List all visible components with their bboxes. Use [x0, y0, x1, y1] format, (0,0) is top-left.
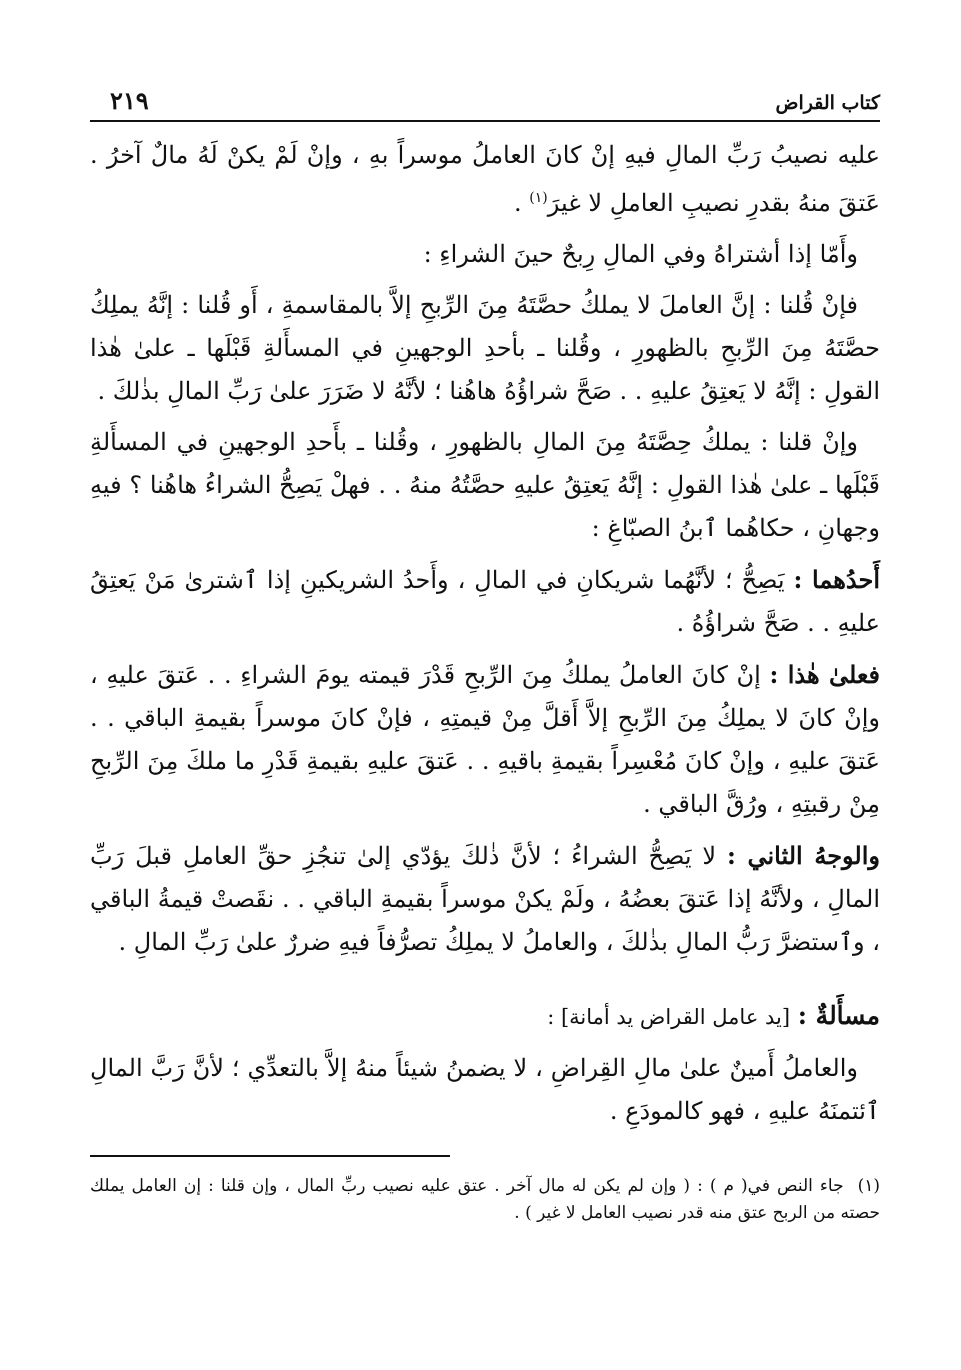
footnote-reference: (١)	[529, 190, 548, 206]
running-title: كتاب القراض	[775, 92, 880, 114]
footnote-mark: (١)	[857, 1176, 880, 1196]
paragraph-7	[90, 834, 880, 964]
page-number: ٢١٩	[110, 86, 149, 115]
masala-note: [يد عامل القراض يد أمانة] :	[547, 1005, 791, 1029]
paragraph-text: يَصِحُّ ؛ لأنَّهُما شريكانِ في المالِ ، وأَحدُ الشريكينِ إذا ٱشترىٰ مَنْ يَعتِقُ عليهِ . . صَحَّ شراؤُهُ .	[90, 566, 880, 637]
paragraph-6	[90, 653, 880, 826]
paragraph-2	[90, 233, 880, 276]
paragraph-text: وإنْ قلنا : يملكُ حِصَّتَهُ مِنَ المالِ بالظهورِ ، وقُلنا ـ بأَحدِ الوجهينِ في المسأَلةِ قَبْلَها ـ علىٰ هٰذا القولِ : إنَّهُ يَعتِقُ عليهِ حصَّتُهُ منهُ . . فهلْ يَصِحُّ الشراءُ هاهُنا ؟ فيهِ وجهانِ ، حكاهُما ٱبنُ الصبّاغِ :	[90, 428, 880, 542]
paragraph-lead: أَحدُهما :	[793, 565, 880, 594]
paragraph-lead: فعلىٰ هٰذا :	[769, 660, 880, 689]
masala-paragraph	[90, 1047, 880, 1133]
footnote-text: جاء النص في( م ) : ( وإن لم يكن له مال آخر . عتق عليه نصيب ربِّ المال ، وإن قلنا : إن العامل يملك حصته من الربح عتق منه قدر نصيب العامل لا غير ) .	[90, 1176, 880, 1223]
paragraph-text: لا يَصِحُّ الشراءُ ؛ لأنَّ ذٰلكَ يؤدّي إلىٰ تنجُزِ حقِّ العاملِ قبلَ رَبِّ المالِ ، ولأنَّهُ إذا عَتقَ بعضُهُ ، ولَمْ يكنْ موسراً بقيمةِ الباقي . . نقَصتْ قيمةُ الباقي ، وٱستضرَّ رَبُّ المالِ بذٰلكَ ، والعاملُ لا يملِكُ تصرُّفاً فيهِ ضررٌ علىٰ رَبِّ المالِ .	[90, 842, 880, 956]
paragraph-text: إنْ كانَ العاملُ يملكُ مِنَ الرِّبحِ قَدْرَ قيمته يومَ الشراءِ . . عَتقَ عليهِ ، وإنْ كانَ لا يملِكُ مِنَ الرِّبحِ إلاَّ أَقلَّ مِنْ قيمتِهِ ، فإنْ كانَ موسراً بقيمةِ الباقي . . عَتقَ عليهِ ، وإنْ كانَ مُعْسِراً بقيمةِ باقيهِ . . عَتقَ عليهِ بقيمةِ قَدْرِ ما ملكَ مِنَ الرِّبحِ مِنْ رقبتِهِ ، ورُقَّ الباقي .	[90, 661, 881, 818]
paragraph-text: عليه نصيبُ رَبِّ المالِ فيهِ إنْ كانَ العاملُ موسراً بهِ ، وإنْ لَمْ يكنْ لَهُ مالٌ آخرُ . عَتقَ منهُ بقدرِ نصيبِ العاملِ لا غيرَ	[90, 141, 880, 217]
paragraph-lead: والوجهُ الثاني :	[727, 841, 880, 870]
paragraph-3	[90, 284, 880, 413]
footnote-divider	[90, 1155, 450, 1157]
running-header	[90, 84, 880, 122]
paragraph-4	[90, 421, 880, 550]
paragraph-tail: .	[514, 189, 530, 217]
masala-label: مسأَلةٌ :	[797, 1001, 880, 1030]
paragraph-1	[90, 134, 880, 225]
masala-heading	[90, 994, 880, 1039]
paragraph-text: فإنْ قُلنا : إنَّ العاملَ لا يملكُ حصَّتَهُ مِنَ الرِّبحِ إلاَّ بالمقاسمةِ ، أَو قُلنا : إنَّهُ يملِكُ حصَّتَهُ مِنَ الرِّبحِ بالظهورِ ، وقُلنا ـ بأحدِ الوجهينِ في المسأَلةِ قَبْلَها ـ علىٰ هٰذا القولِ : إنَّهُ لا يَعتِقُ عليهِ . . صَحَّ شراؤُهُ هاهُنا ؛ لأنَّهُ لا ضَرَرَ علىٰ رَبِّ المالِ بذٰلكَ .	[90, 291, 880, 405]
paragraph-text: وأَمّا إذا أشتراهُ وفي المالِ رِبحٌ حينَ الشراءِ :	[423, 240, 858, 268]
paragraph-5	[90, 558, 880, 645]
footnote	[90, 1173, 880, 1227]
paragraph-text: والعاملُ أَمينٌ علىٰ مالِ القِراضِ ، لا يضمنُ شيئاً منهُ إلاَّ بالتعدِّي ؛ لأنَّ رَبَّ المالِ ٱئتمنَهُ عليهِ ، فهو كالمودَعِ .	[90, 1054, 880, 1125]
book-page	[90, 84, 880, 1244]
